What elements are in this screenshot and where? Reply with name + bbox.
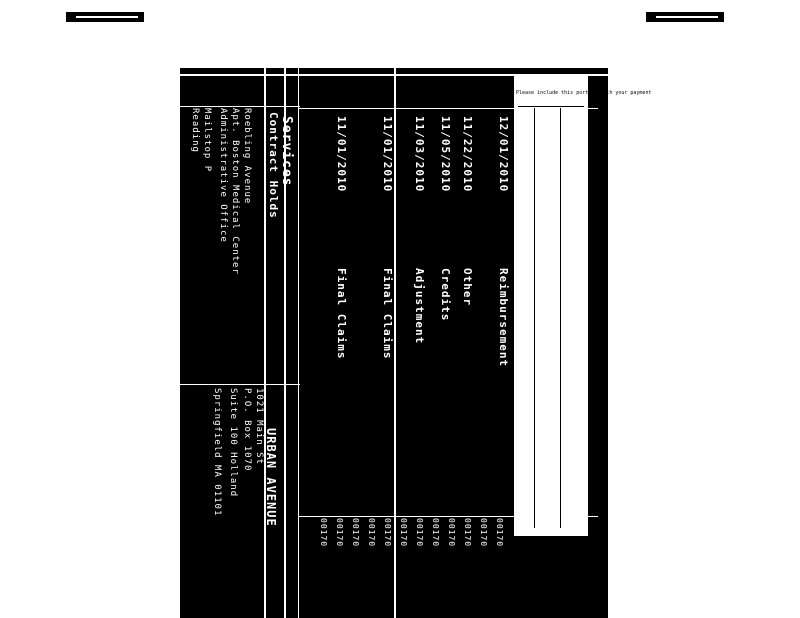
- code-value: 00170: [415, 518, 424, 548]
- address-line: Roebling Avenue: [242, 108, 252, 205]
- panel-rule: [560, 108, 561, 528]
- scanned-document: [180, 68, 652, 618]
- row-description: Final Claims: [381, 268, 394, 360]
- address-line: Apt. Boston Medical Center: [230, 108, 240, 275]
- remittance-note: Please include this portion with your payment: [516, 90, 652, 96]
- panel-rule: [534, 108, 535, 528]
- row-date: 12/01/2010: [497, 116, 510, 193]
- code-value: 00170: [383, 518, 392, 548]
- code-value: 00170: [399, 518, 408, 548]
- code-value: 00170: [367, 518, 376, 548]
- code-value: 00170: [463, 518, 472, 548]
- corner-registration-mark-left: [66, 12, 144, 22]
- code-strip-area: [310, 518, 610, 618]
- row-date: 11/22/2010: [461, 116, 474, 193]
- address-line: Reading: [190, 108, 200, 153]
- code-value: 00170: [351, 518, 360, 548]
- row-date: 11/05/2010: [439, 116, 452, 193]
- address-rule: [180, 384, 300, 385]
- remit-address-line: 1021 Main St: [254, 388, 264, 466]
- row-description: Credits: [439, 268, 452, 322]
- panel-rule: [518, 106, 584, 107]
- document-title: Services: [279, 116, 294, 187]
- row-description: Final Claims: [335, 268, 348, 360]
- code-value: 00170: [335, 518, 344, 548]
- row-date: 11/03/2010: [413, 116, 426, 193]
- remit-address-line: P.O. Box 1070: [242, 388, 252, 472]
- divider-line: [298, 68, 299, 618]
- row-description: Reimbursement: [497, 268, 510, 368]
- code-value: 00170: [431, 518, 440, 548]
- company-name: URBAN AVENUE: [264, 428, 278, 527]
- document-subtitle: Contract Holds: [267, 112, 280, 219]
- header-rule: [180, 106, 300, 107]
- address-line: Mailstop P: [202, 108, 212, 173]
- corner-registration-mark-right: [646, 12, 724, 22]
- divider-line: [264, 68, 266, 618]
- code-value: 00170: [479, 518, 488, 548]
- code-value: 00170: [495, 518, 504, 548]
- remittance-panel: [514, 76, 652, 536]
- row-date: 11/01/2010: [335, 116, 348, 193]
- code-value: 00170: [319, 518, 328, 548]
- row-description: Other: [461, 268, 474, 307]
- row-date: 11/01/2010: [381, 116, 394, 193]
- address-line: Administrative Office: [218, 108, 228, 243]
- remit-address-line: Suite 100 Holland: [228, 388, 238, 498]
- row-description: Adjustment: [413, 268, 426, 345]
- remit-address-line: Springfield MA 01101: [212, 388, 222, 517]
- code-value: 00170: [447, 518, 456, 548]
